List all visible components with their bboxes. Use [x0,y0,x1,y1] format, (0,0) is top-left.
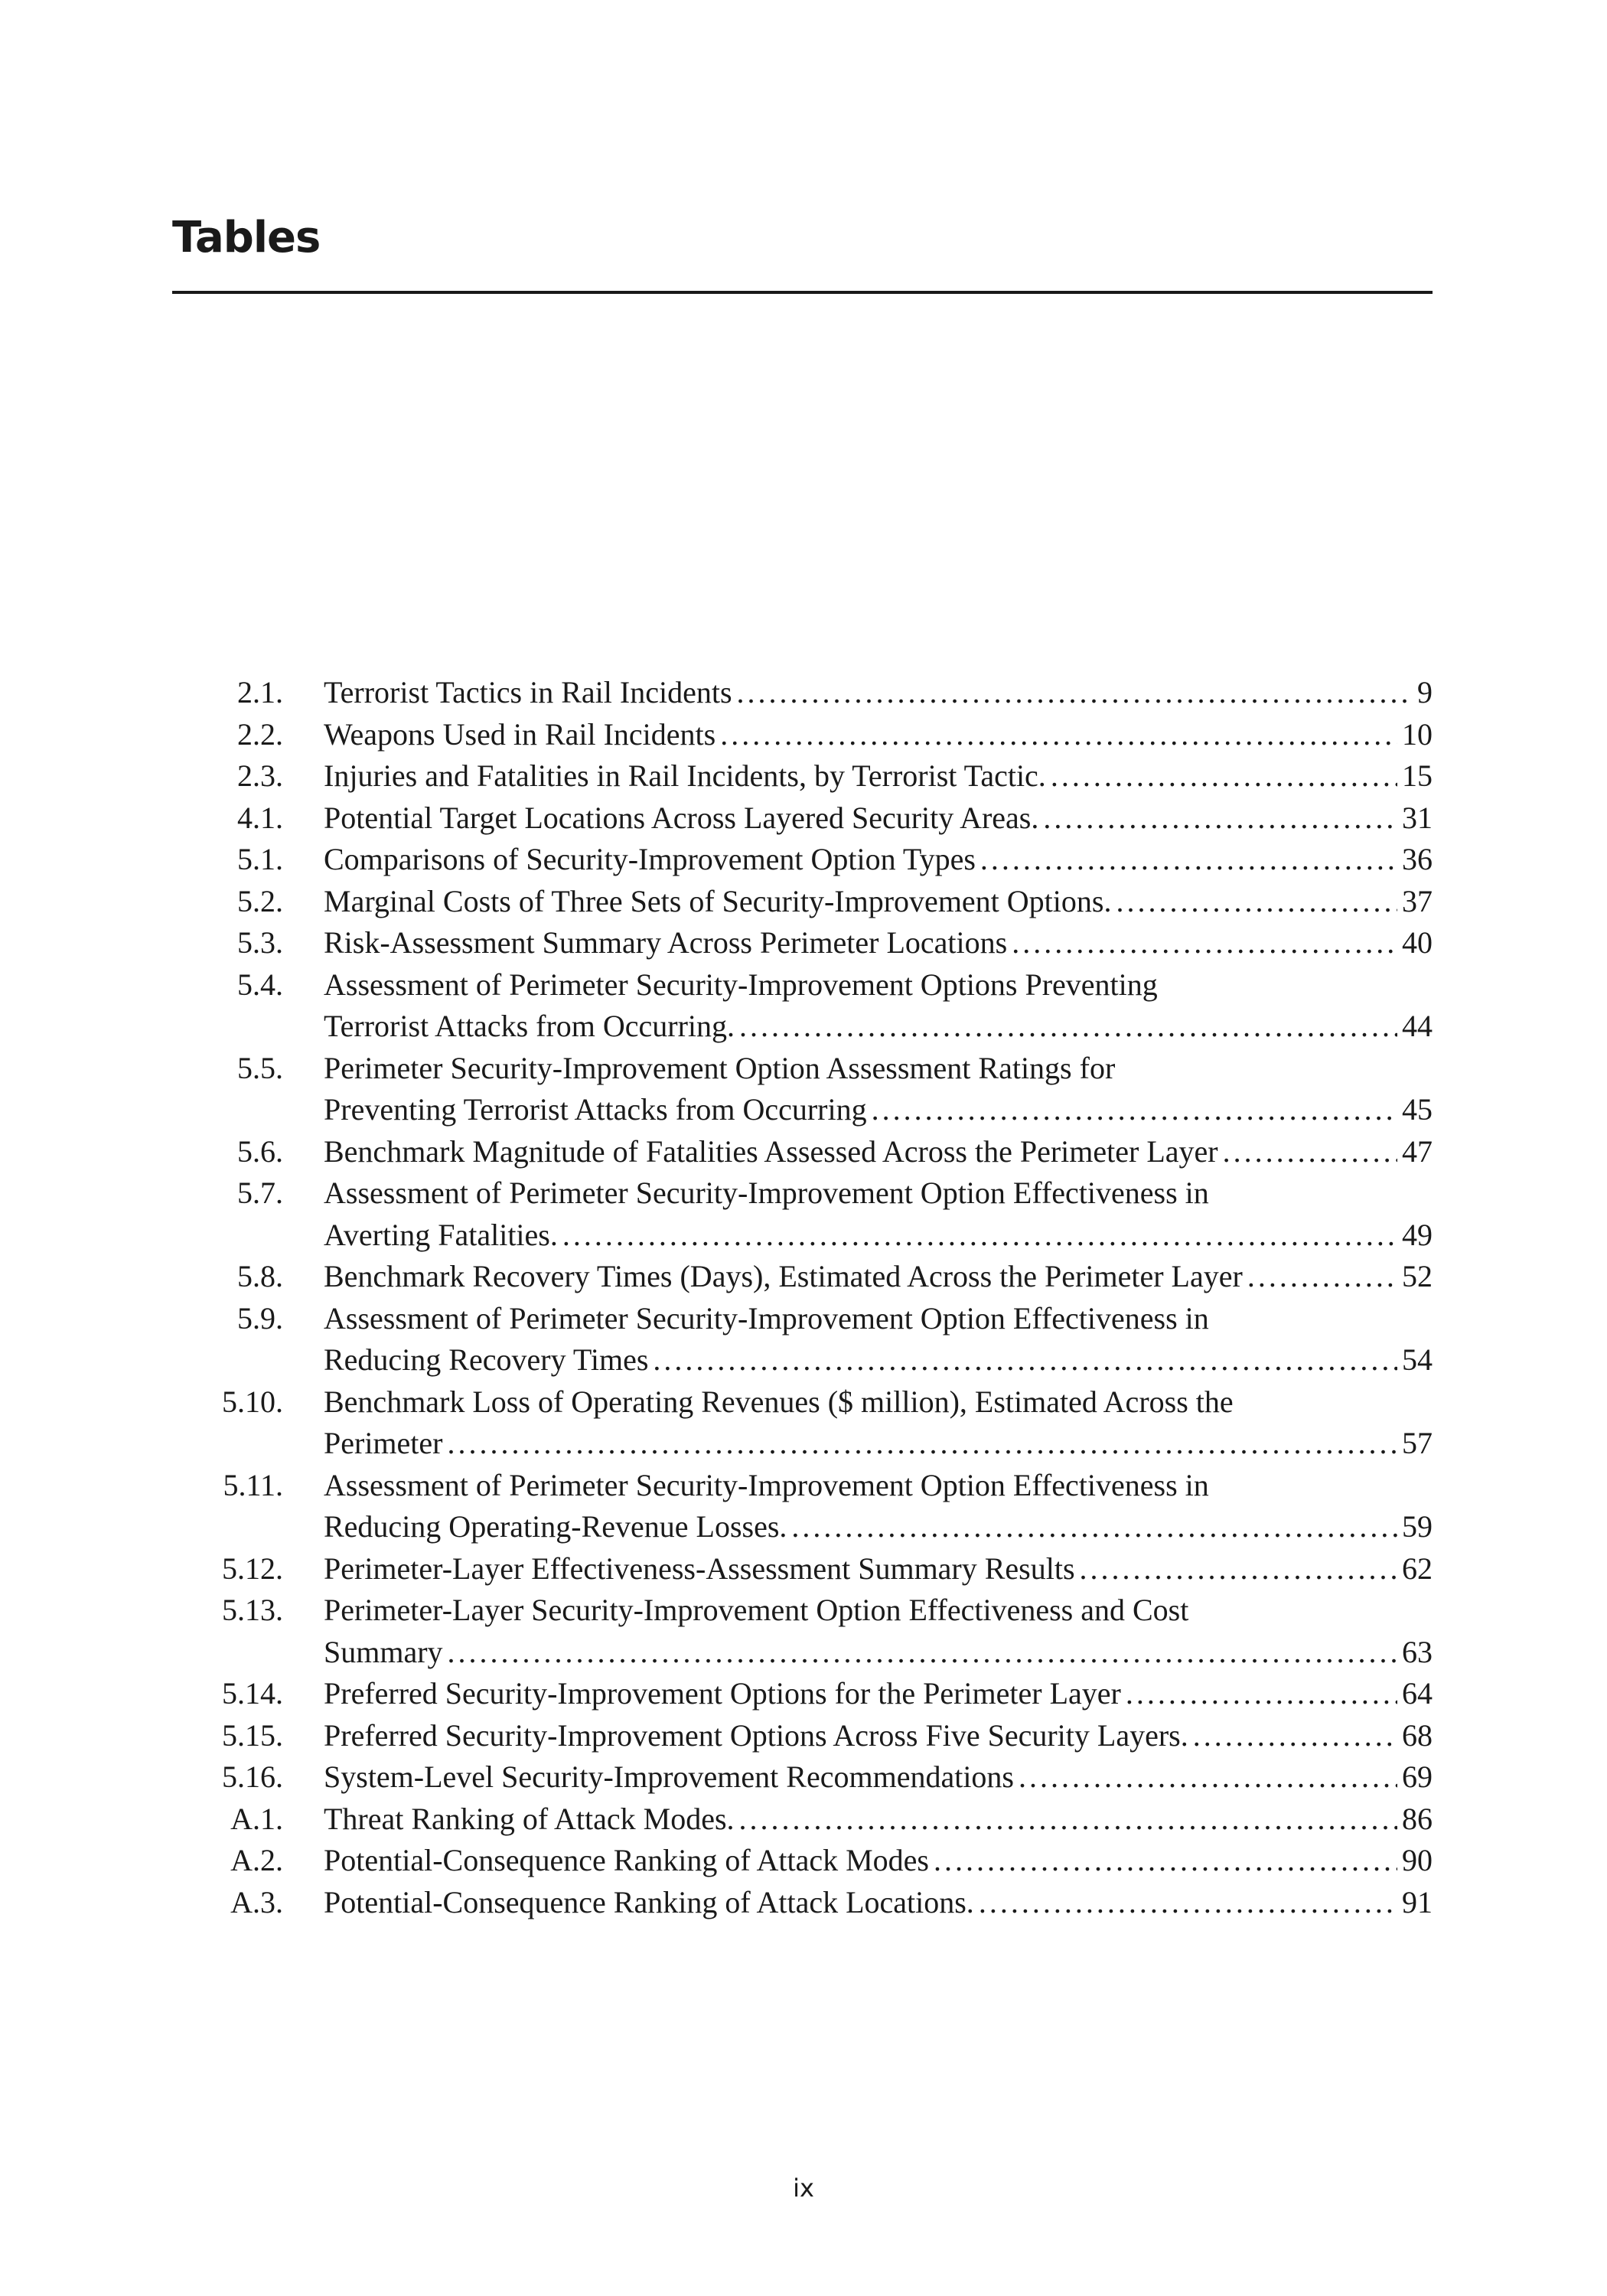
toc-entry-title: Terrorist Attacks from Occurring. [324,1009,735,1043]
toc-entry-body [324,1840,1433,1882]
toc-entry-body [324,714,1433,756]
toc-entry[interactable] [191,964,1433,1048]
toc-entry-line [324,1756,1433,1799]
toc-entry-body [324,1256,1433,1298]
toc-entry[interactable] [191,714,1433,756]
toc-entry-line [324,1590,1433,1632]
toc-entry-number: 5.12. [222,1551,283,1586]
toc-entry-number: 5.14. [222,1676,283,1711]
toc-entry-line [324,1465,1433,1507]
toc-entry-line [324,1215,1433,1257]
toc-entry-body [324,1048,1433,1131]
toc-entry-line [324,1131,1433,1173]
toc-entry-body [324,1756,1433,1799]
toc-entry[interactable] [191,1465,1433,1548]
toc-entry-number: 5.5. [237,1050,283,1085]
toc-entry-line [324,1048,1433,1090]
toc-entry-title: Potential-Consequence Ranking of Attack Locations. [324,1884,974,1919]
dot-leader [1193,1715,1397,1757]
toc-entry-title: Benchmark Loss of Operating Revenues ($ million), Estimated Across the [324,1384,1234,1419]
toc-entry-number: 5.3. [237,925,283,960]
toc-entry-number: A.1. [230,1801,283,1836]
toc-entry-line [324,922,1433,964]
toc-entry-line [324,1715,1433,1757]
toc-entry-page: 37 [1402,883,1433,918]
toc-entry-number: 5.8. [237,1259,283,1293]
toc-entry-title: Potential-Consequence Ranking of Attack Modes [324,1843,929,1877]
toc-entry-title: Perimeter-Layer Security-Improvement Option Effectiveness and Cost [324,1593,1189,1627]
toc-entry-page: 54 [1402,1342,1433,1377]
toc-entry-number: 2.3. [237,758,283,793]
toc-entry-body [324,1590,1433,1673]
toc-entry[interactable] [191,839,1433,881]
toc-entry-title: Assessment of Perimeter Security-Improvement Option Effectiveness in [324,1467,1209,1502]
toc-entry-body [324,922,1433,964]
toc-entry[interactable] [191,1756,1433,1799]
toc-entry-line [324,1381,1433,1424]
toc-entry-page: 45 [1402,1092,1433,1127]
toc-entry-line [324,881,1433,923]
dot-leader [737,672,1413,714]
toc-entry-line [324,1006,1433,1048]
toc-entry-title: Benchmark Magnitude of Fatalities Assessed Across the Perimeter Layer [324,1133,1218,1169]
toc-entry-page: 10 [1402,716,1433,752]
toc-entry-title: Weapons Used in Rail Incidents [324,716,716,752]
toc-entry-title: Threat Ranking of Attack Modes. [324,1801,735,1836]
title-rule [172,291,1433,294]
toc-entry-number: 5.11. [223,1467,283,1502]
toc-entry[interactable] [191,1799,1433,1841]
toc-entry-number: 5.10. [222,1384,283,1419]
toc-entry-body [324,1465,1433,1548]
toc-entry-body [324,755,1433,797]
toc-entry-title: Potential Target Locations Across Layered Security Areas. [324,800,1039,835]
toc-entry-page: 69 [1402,1760,1433,1794]
toc-entry-title: Terrorist Tactics in Rail Incidents [324,675,732,709]
toc-entry-title: Reducing Operating-Revenue Losses. [324,1509,787,1544]
toc-entry-page: 62 [1402,1551,1433,1586]
toc-entry-body [324,1715,1433,1757]
toc-entry-page: 36 [1402,842,1433,876]
toc-entry-page: 86 [1402,1801,1433,1836]
dot-leader [1247,1256,1397,1298]
dot-leader [1080,1548,1397,1590]
toc-entry-number: 5.1. [237,842,283,876]
dot-leader [1043,797,1397,840]
toc-entry-title: Preferred Security-Improvement Options for the Perimeter Layer [324,1676,1121,1711]
toc-entry-body [324,1298,1433,1381]
dot-leader [720,714,1397,756]
toc-entry-number: A.2. [230,1843,283,1877]
toc-entry-page: 15 [1402,758,1433,793]
toc-entry[interactable] [191,1131,1433,1173]
toc-entry[interactable] [191,1715,1433,1757]
toc-entry-title: Perimeter [324,1426,443,1460]
toc-entry-title: Comparisons of Security-Improvement Option Types [324,842,976,876]
toc-entry-title: Assessment of Perimeter Security-Improvement Options Preventing [324,967,1158,1002]
dot-leader [791,1506,1397,1548]
dot-leader [1126,1673,1397,1715]
toc-entry-number: 5.9. [237,1300,283,1336]
toc-entry-page: 49 [1402,1217,1433,1252]
toc-entry[interactable] [191,1298,1433,1381]
dot-leader [739,1006,1397,1048]
toc-entry-line [324,964,1433,1006]
toc-entry-title: Perimeter-Layer Effectiveness-Assessment Summary Results [324,1551,1075,1586]
dot-leader [1223,1131,1397,1173]
toc-entry[interactable] [191,922,1433,964]
dot-leader [979,1882,1397,1924]
list-of-tables [191,672,1433,1923]
toc-entry-line [324,1882,1433,1924]
toc-entry-body [324,672,1433,714]
toc-entry-number: 5.16. [222,1760,283,1794]
toc-entry-line [324,672,1433,714]
toc-entry-line [324,1799,1433,1841]
toc-entry-page: 31 [1402,800,1433,835]
toc-entry-page: 59 [1402,1509,1433,1544]
toc-entry-body [324,1548,1433,1590]
toc-entry-page: 47 [1402,1133,1433,1169]
toc-entry-body [324,1799,1433,1841]
toc-entry[interactable] [191,1590,1433,1673]
toc-entry-title: Marginal Costs of Three Sets of Security-Improvement Options. [324,883,1112,918]
toc-entry-number: 4.1. [237,800,283,835]
toc-entry-title: Injuries and Fatalities in Rail Incidents, by Terrorist Tactic. [324,758,1046,793]
page-title: Tables [172,213,321,263]
toc-entry-title: Preventing Terrorist Attacks from Occurring [324,1092,867,1127]
toc-entry-body [324,1131,1433,1173]
toc-entry-body [324,881,1433,923]
toc-entry-body [324,1172,1433,1256]
toc-entry-body [324,964,1433,1048]
toc-entry-title: System-Level Security-Improvement Recommendations [324,1760,1014,1794]
toc-entry[interactable] [191,1673,1433,1715]
toc-entry-number: 5.2. [237,883,283,918]
dot-leader [980,839,1397,881]
toc-entry-line [324,1506,1433,1548]
dot-leader [1051,755,1397,797]
toc-entry-body [324,797,1433,840]
toc-entry-line [324,1256,1433,1298]
toc-entry[interactable] [191,797,1433,840]
toc-entry-line [324,1339,1433,1381]
toc-entry-line [324,1089,1433,1131]
toc-entry-line [324,1840,1433,1882]
toc-entry[interactable] [191,1548,1433,1590]
toc-entry-number: A.3. [230,1884,283,1919]
toc-entry-page: 91 [1402,1884,1433,1919]
dot-leader [872,1089,1397,1131]
dot-leader [562,1215,1397,1257]
toc-entry-title: Benchmark Recovery Times (Days), Estimated Across the Perimeter Layer [324,1259,1243,1293]
page-number: ix [793,2174,814,2203]
dot-leader [739,1799,1397,1841]
toc-entry-line [324,714,1433,756]
toc-entry-line [324,1548,1433,1590]
toc-entry-line [324,1673,1433,1715]
toc-entry-title: Perimeter Security-Improvement Option Assessment Ratings for [324,1050,1116,1085]
dot-leader [1116,881,1397,923]
toc-entry-line [324,755,1433,797]
toc-entry[interactable] [191,881,1433,923]
toc-entry-page: 57 [1402,1426,1433,1460]
toc-entry-number: 5.7. [237,1176,283,1210]
toc-entry-title: Preferred Security-Improvement Options Across Five Security Layers. [324,1717,1188,1753]
toc-entry-body [324,1673,1433,1715]
toc-entry[interactable] [191,1048,1433,1131]
toc-entry-title: Assessment of Perimeter Security-Improvement Option Effectiveness in [324,1300,1209,1336]
toc-entry-number: 5.4. [237,967,283,1002]
toc-entry-line [324,1632,1433,1674]
toc-entry[interactable] [191,1172,1433,1256]
toc-entry[interactable] [191,755,1433,797]
dot-leader [1019,1756,1397,1799]
toc-entry-line [324,1298,1433,1340]
toc-entry-title: Assessment of Perimeter Security-Improvement Option Effectiveness in [324,1176,1209,1210]
toc-entry-title: Averting Fatalities. [324,1217,558,1252]
toc-entry-line [324,839,1433,881]
toc-entry-title: Reducing Recovery Times [324,1342,649,1377]
toc-entry-number: 2.1. [237,675,283,709]
toc-entry-line [324,797,1433,840]
toc-entry-body [324,1381,1433,1465]
toc-entry-body [324,839,1433,881]
toc-entry-page: 40 [1402,925,1433,960]
toc-entry-body [324,1882,1433,1924]
toc-entry[interactable] [191,1882,1433,1924]
toc-entry-number: 5.6. [237,1133,283,1169]
dot-leader [448,1632,1397,1674]
toc-entry-line [324,1423,1433,1465]
toc-entry-number: 5.15. [222,1717,283,1753]
toc-entry[interactable] [191,1256,1433,1298]
toc-entry-title: Risk-Assessment Summary Across Perimeter Locations [324,925,1008,960]
toc-entry-page: 64 [1402,1676,1433,1711]
toc-entry-line [324,1172,1433,1215]
toc-entry-page: 52 [1402,1259,1433,1293]
dot-leader [653,1339,1397,1381]
dot-leader [448,1423,1398,1465]
toc-entry-title: Summary [324,1634,443,1669]
toc-entry-number: 2.2. [237,716,283,752]
dot-leader [1012,922,1397,964]
toc-entry-page: 63 [1402,1634,1433,1669]
dot-leader [934,1840,1397,1882]
toc-entry-number: 5.13. [222,1593,283,1627]
toc-entry[interactable] [191,1840,1433,1882]
toc-entry[interactable] [191,1381,1433,1465]
toc-entry-page: 68 [1402,1717,1433,1753]
toc-entry-page: 44 [1402,1009,1433,1043]
toc-entry-page: 90 [1402,1843,1433,1877]
toc-entry-page: 9 [1417,675,1433,709]
toc-entry[interactable] [191,672,1433,714]
